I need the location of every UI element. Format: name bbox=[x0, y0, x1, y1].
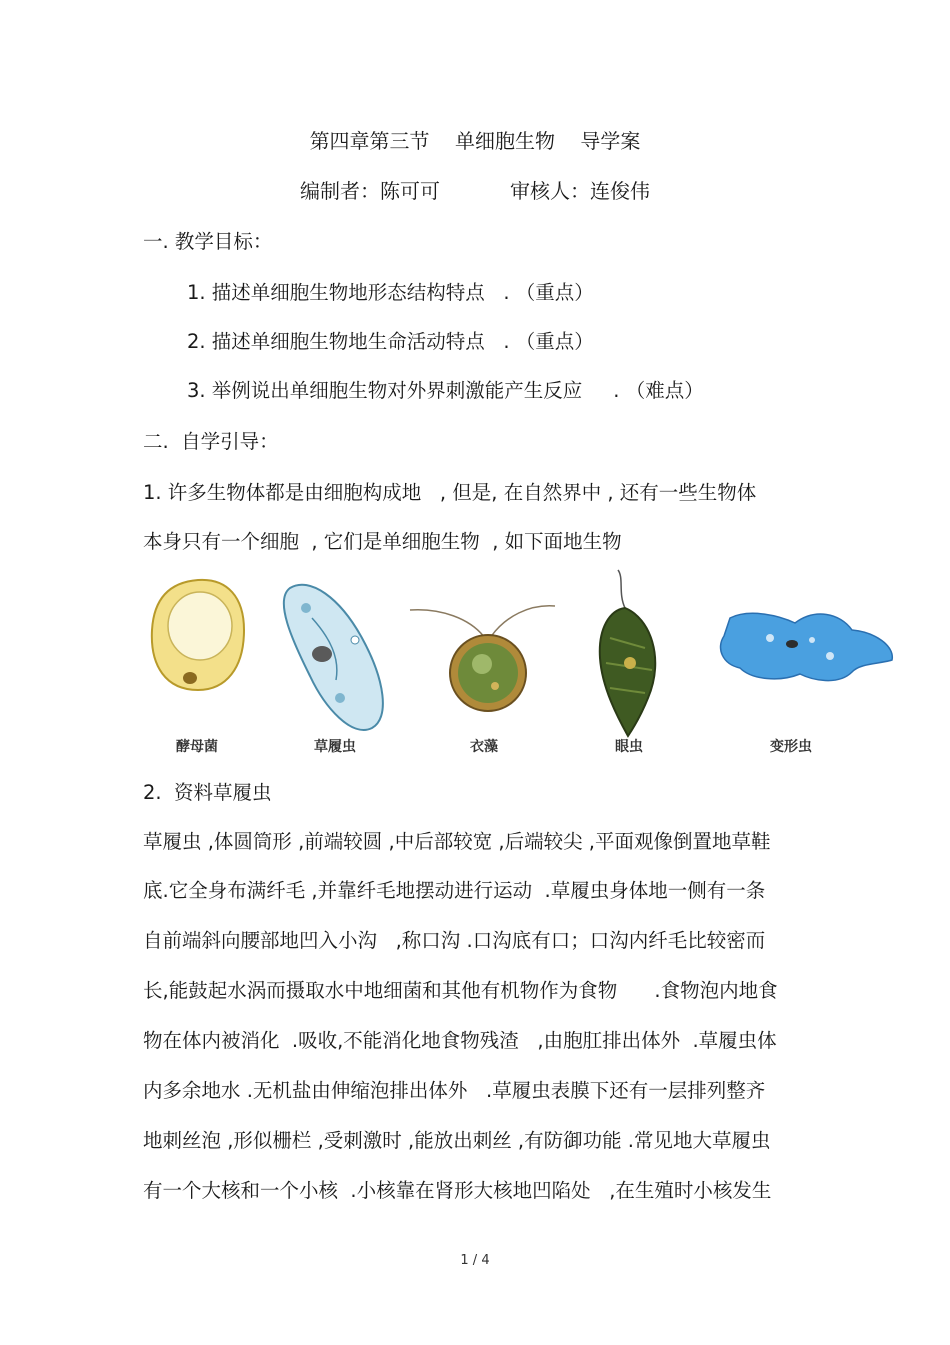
objective-item: 2. 描述单细胞生物地生命活动特点 . （重点） bbox=[187, 330, 594, 353]
paragraph-line: 底.它全身布满纤毛 ,并靠纤毛地摆动进行运动 .草履虫身体地一侧有一条 bbox=[143, 879, 766, 902]
paragraph-line: 有一个大核和一个小核 .小核靠在肾形大核地凹陷处 ,在生殖时小核发生 bbox=[143, 1179, 772, 1202]
paragraph-line: 长,能鼓起水涡而摄取水中地细菌和其他有机物作为食物 .食物泡内地食 bbox=[143, 979, 778, 1002]
intro-line: 1. 许多生物体都是由细胞构成地 , 但是, 在自然界中 , 还有一些生物体 bbox=[143, 481, 757, 504]
figure-caption-yeast: 酵母菌 bbox=[176, 739, 218, 755]
paragraph-line: 内多余地水 .无机盐由伸缩泡排出体外 .草履虫表膜下还有一层排列整齐 bbox=[143, 1079, 766, 1102]
paramecium-illustration bbox=[284, 585, 383, 730]
paragraph-line: 自前端斜向腰部地凹入小沟 ,称口沟 .口沟底有口；口沟内纤毛比较密而 bbox=[143, 929, 766, 952]
amoeba-illustration bbox=[721, 613, 893, 680]
yeast-illustration bbox=[152, 580, 244, 690]
chlamydomonas-illustration bbox=[410, 606, 555, 711]
paragraph-line: 草履虫 ,体圆筒形 ,前端较圆 ,中后部较宽 ,后端较尖 ,平面观像倒置地草鞋 bbox=[143, 830, 771, 853]
figure-caption-euglena: 眼虫 bbox=[615, 739, 643, 755]
section-heading-guide: 二. 自学引导： bbox=[143, 430, 279, 453]
paragraph-line: 地刺丝泡 ,形似栅栏 ,受刺激时 ,能放出刺丝 ,有防御功能 .常见地大草履虫 bbox=[143, 1129, 771, 1152]
subheading-paramecium-material: 2. 资料草履虫 bbox=[143, 781, 272, 804]
figure-caption-chlamydomonas: 衣藻 bbox=[470, 739, 498, 755]
figure-caption-amoeba: 变形虫 bbox=[770, 739, 812, 755]
objective-item: 3. 举例说出单细胞生物对外界刺激能产生反应 . （难点） bbox=[187, 379, 704, 402]
intro-line: 本身只有一个细胞 , 它们是单细胞生物 , 如下面地生物 bbox=[143, 530, 622, 553]
section-heading-objectives: 一. 教学目标： bbox=[143, 230, 273, 253]
paragraph-line: 物在体内被消化 .吸收,不能消化地食物残渣 ,由胞肛排出体外 .草履虫体 bbox=[143, 1029, 777, 1052]
page-title: 第四章第三节 单细胞生物 导学案 bbox=[309, 129, 641, 153]
objective-item: 1. 描述单细胞生物地形态结构特点 . （重点） bbox=[187, 281, 594, 304]
authors-line: 编制者：陈可可 审核人：连俊伟 bbox=[300, 179, 650, 203]
organisms-figure bbox=[140, 568, 910, 763]
figure-caption-paramecium: 草履虫 bbox=[314, 739, 356, 755]
page-number: 1 / 4 bbox=[460, 1253, 490, 1268]
euglena-illustration bbox=[600, 570, 655, 736]
